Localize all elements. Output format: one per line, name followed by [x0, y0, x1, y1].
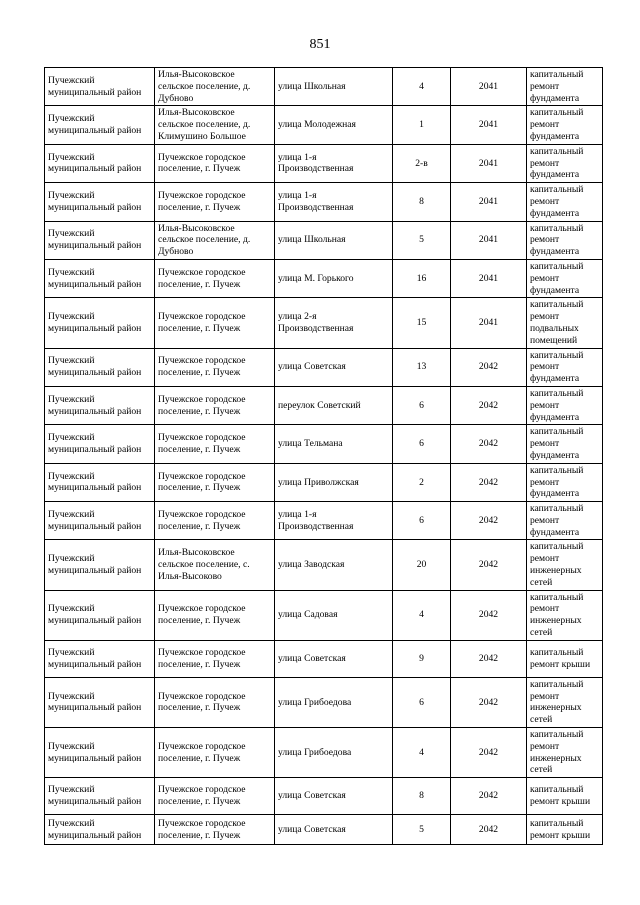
work-type-cell: капитальный ремонт инженерных сетей: [527, 540, 603, 590]
house-number-cell: 6: [393, 386, 451, 424]
municipal-area-cell: Пучежский муниципальный район: [45, 815, 155, 845]
year-cell: 2042: [451, 815, 527, 845]
work-type-cell: капитальный ремонт инженерных сетей: [527, 590, 603, 640]
settlement-cell: Пучежское городское поселение, г. Пучеж: [155, 640, 275, 677]
work-type-cell: капитальный ремонт крыши: [527, 815, 603, 845]
year-cell: 2042: [451, 348, 527, 386]
settlement-cell: Пучежское городское поселение, г. Пучеж: [155, 590, 275, 640]
year-cell: 2041: [451, 106, 527, 144]
year-cell: 2042: [451, 778, 527, 815]
table-row: [45, 728, 603, 778]
street-cell: улица Грибоедова: [275, 728, 393, 778]
work-type-cell: капитальный ремонт фундамента: [527, 144, 603, 182]
table-row: [45, 68, 603, 106]
house-number-cell: 2: [393, 463, 451, 501]
street-cell: улица Советская: [275, 640, 393, 677]
house-number-cell: 6: [393, 425, 451, 463]
settlement-cell: Илья-Высоковское сельское поселение, д. Климушино Большое: [155, 106, 275, 144]
house-number-cell: 8: [393, 778, 451, 815]
housing-repair-table: [44, 67, 603, 845]
work-type-cell: капитальный ремонт инженерных сетей: [527, 677, 603, 727]
municipal-area-cell: Пучежский муниципальный район: [45, 778, 155, 815]
settlement-cell: Пучежское городское поселение, г. Пучеж: [155, 259, 275, 297]
work-type-cell: капитальный ремонт фундамента: [527, 183, 603, 221]
table-row: [45, 259, 603, 297]
table-row: [45, 590, 603, 640]
street-cell: улица 1-я Производственная: [275, 144, 393, 182]
table-row: [45, 463, 603, 501]
municipal-area-cell: Пучежский муниципальный район: [45, 298, 155, 348]
settlement-cell: Илья-Высоковское сельское поселение, с. Илья-Высоково: [155, 540, 275, 590]
municipal-area-cell: Пучежский муниципальный район: [45, 386, 155, 424]
municipal-area-cell: Пучежский муниципальный район: [45, 144, 155, 182]
table-row: [45, 425, 603, 463]
municipal-area-cell: Пучежский муниципальный район: [45, 590, 155, 640]
work-type-cell: капитальный ремонт фундамента: [527, 463, 603, 501]
year-cell: 2041: [451, 221, 527, 259]
page-number: 851: [309, 37, 331, 52]
municipal-area-cell: Пучежский муниципальный район: [45, 640, 155, 677]
house-number-cell: 6: [393, 502, 451, 540]
house-number-cell: 15: [393, 298, 451, 348]
municipal-area-cell: Пучежский муниципальный район: [45, 348, 155, 386]
year-cell: 2042: [451, 640, 527, 677]
street-cell: улица Советская: [275, 778, 393, 815]
table-row: [45, 144, 603, 182]
work-type-cell: капитальный ремонт фундамента: [527, 386, 603, 424]
street-cell: улица Советская: [275, 348, 393, 386]
table-row: [45, 298, 603, 348]
house-number-cell: 4: [393, 590, 451, 640]
street-cell: улица 1-я Производственная: [275, 183, 393, 221]
settlement-cell: Пучежское городское поселение, г. Пучеж: [155, 778, 275, 815]
street-cell: улица М. Горького: [275, 259, 393, 297]
year-cell: 2041: [451, 68, 527, 106]
street-cell: улица Молодежная: [275, 106, 393, 144]
municipal-area-cell: Пучежский муниципальный район: [45, 425, 155, 463]
house-number-cell: 8: [393, 183, 451, 221]
settlement-cell: Пучежское городское поселение, г. Пучеж: [155, 348, 275, 386]
house-number-cell: 5: [393, 221, 451, 259]
settlement-cell: Пучежское городское поселение, г. Пучеж: [155, 463, 275, 501]
year-cell: 2042: [451, 463, 527, 501]
year-cell: 2041: [451, 144, 527, 182]
work-type-cell: капитальный ремонт подвальных помещений: [527, 298, 603, 348]
settlement-cell: Пучежское городское поселение, г. Пучеж: [155, 425, 275, 463]
street-cell: улица Грибоедова: [275, 677, 393, 727]
table-row: [45, 640, 603, 677]
municipal-area-cell: Пучежский муниципальный район: [45, 183, 155, 221]
year-cell: 2042: [451, 540, 527, 590]
table-row: [45, 677, 603, 727]
municipal-area-cell: Пучежский муниципальный район: [45, 502, 155, 540]
house-number-cell: 4: [393, 68, 451, 106]
house-number-cell: 4: [393, 728, 451, 778]
work-type-cell: капитальный ремонт инженерных сетей: [527, 728, 603, 778]
house-number-cell: 6: [393, 677, 451, 727]
year-cell: 2041: [451, 183, 527, 221]
table-row: [45, 540, 603, 590]
table-row: [45, 348, 603, 386]
house-number-cell: 1: [393, 106, 451, 144]
table-row: [45, 183, 603, 221]
street-cell: улица Школьная: [275, 68, 393, 106]
settlement-cell: Пучежское городское поселение, г. Пучеж: [155, 386, 275, 424]
house-number-cell: 9: [393, 640, 451, 677]
table-row: [45, 815, 603, 845]
year-cell: 2041: [451, 298, 527, 348]
year-cell: 2042: [451, 728, 527, 778]
work-type-cell: капитальный ремонт фундамента: [527, 221, 603, 259]
municipal-area-cell: Пучежский муниципальный район: [45, 463, 155, 501]
house-number-cell: 13: [393, 348, 451, 386]
house-number-cell: 20: [393, 540, 451, 590]
settlement-cell: Пучежское городское поселение, г. Пучеж: [155, 502, 275, 540]
settlement-cell: Илья-Высоковское сельское поселение, д. Дубново: [155, 68, 275, 106]
settlement-cell: Пучежское городское поселение, г. Пучеж: [155, 815, 275, 845]
street-cell: улица Тельмана: [275, 425, 393, 463]
table-body: [45, 68, 603, 845]
street-cell: улица Садовая: [275, 590, 393, 640]
year-cell: 2042: [451, 425, 527, 463]
work-type-cell: капитальный ремонт фундамента: [527, 259, 603, 297]
year-cell: 2042: [451, 590, 527, 640]
work-type-cell: капитальный ремонт фундамента: [527, 106, 603, 144]
table-row: [45, 386, 603, 424]
year-cell: 2042: [451, 677, 527, 727]
year-cell: 2041: [451, 259, 527, 297]
work-type-cell: капитальный ремонт крыши: [527, 778, 603, 815]
municipal-area-cell: Пучежский муниципальный район: [45, 540, 155, 590]
settlement-cell: Илья-Высоковское сельское поселение, д. Дубново: [155, 221, 275, 259]
municipal-area-cell: Пучежский муниципальный район: [45, 259, 155, 297]
municipal-area-cell: Пучежский муниципальный район: [45, 68, 155, 106]
table-row: [45, 778, 603, 815]
work-type-cell: капитальный ремонт фундамента: [527, 348, 603, 386]
municipal-area-cell: Пучежский муниципальный район: [45, 728, 155, 778]
settlement-cell: Пучежское городское поселение, г. Пучеж: [155, 298, 275, 348]
street-cell: улица Приволжская: [275, 463, 393, 501]
work-type-cell: капитальный ремонт фундамента: [527, 68, 603, 106]
table-row: [45, 221, 603, 259]
house-number-cell: 2-в: [393, 144, 451, 182]
table-row: [45, 502, 603, 540]
municipal-area-cell: Пучежский муниципальный район: [45, 221, 155, 259]
settlement-cell: Пучежское городское поселение, г. Пучеж: [155, 677, 275, 727]
municipal-area-cell: Пучежский муниципальный район: [45, 106, 155, 144]
settlement-cell: Пучежское городское поселение, г. Пучеж: [155, 183, 275, 221]
municipal-area-cell: Пучежский муниципальный район: [45, 677, 155, 727]
street-cell: улица Школьная: [275, 221, 393, 259]
settlement-cell: Пучежское городское поселение, г. Пучеж: [155, 728, 275, 778]
settlement-cell: Пучежское городское поселение, г. Пучеж: [155, 144, 275, 182]
table-row: [45, 106, 603, 144]
year-cell: 2042: [451, 386, 527, 424]
year-cell: 2042: [451, 502, 527, 540]
street-cell: улица Заводская: [275, 540, 393, 590]
street-cell: переулок Советский: [275, 386, 393, 424]
house-number-cell: 16: [393, 259, 451, 297]
street-cell: улица 2-я Производственная: [275, 298, 393, 348]
street-cell: улица Советская: [275, 815, 393, 845]
work-type-cell: капитальный ремонт фундамента: [527, 425, 603, 463]
work-type-cell: капитальный ремонт крыши: [527, 640, 603, 677]
work-type-cell: капитальный ремонт фундамента: [527, 502, 603, 540]
house-number-cell: 5: [393, 815, 451, 845]
street-cell: улица 1-я Производственная: [275, 502, 393, 540]
